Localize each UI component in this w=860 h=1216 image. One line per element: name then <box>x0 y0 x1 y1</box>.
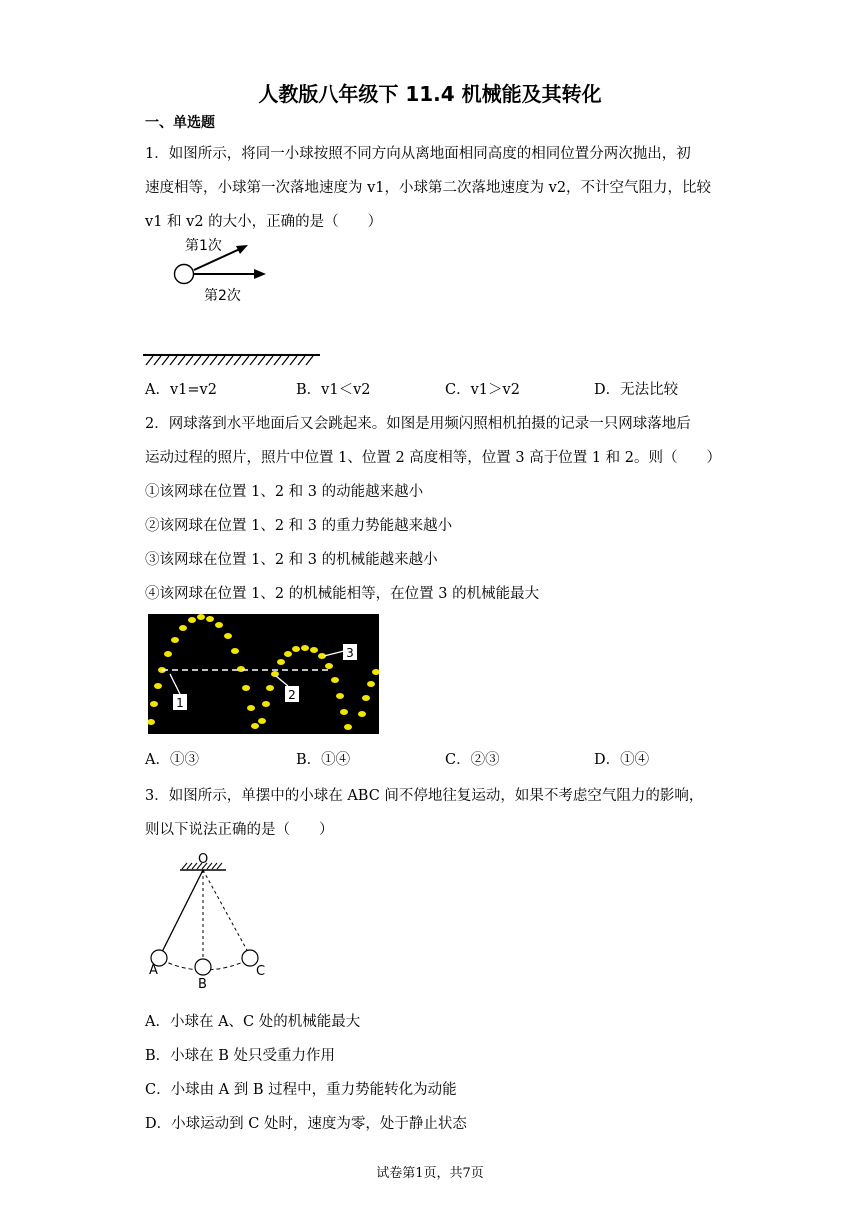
point-label-c: C <box>256 964 266 979</box>
q2-tennis-photo <box>148 614 379 734</box>
ball-b-icon <box>195 959 211 975</box>
q3-stem-line2: 则以下说法正确的是（ ） <box>145 822 334 838</box>
q1-figure <box>140 232 325 367</box>
fig-label-second: 第2次 <box>204 288 241 304</box>
point-label-a: A <box>149 963 158 978</box>
q2-statement-4: ④该网球在位置 1、2 的机械能相等，在位置 3 的机械能最大 <box>145 586 540 602</box>
q1-option-b: B．v1＜v2 <box>296 382 371 398</box>
q3-option-a: A．小球在 A、C 处的机械能最大 <box>145 1014 361 1030</box>
q1-stem-line2: 速度相等，小球第一次落地速度为 v1，小球第二次落地速度为 v2，不计空气阻力，比较 <box>145 180 712 196</box>
q2-stem-line1: 2．网球落到水平地面后又会跳起来。如图是用频闪照相机拍摄的记录一只网球落地后 <box>145 416 691 432</box>
position-3-label: 3 <box>346 646 354 660</box>
q2-statement-3: ③该网球在位置 1、2 和 3 的机械能越来越小 <box>145 552 438 568</box>
q3-stem-line1: 3．如图所示，单摆中的小球在 ABC 间不停地往复运动，如果不考虑空气阻力的影响， <box>145 788 704 804</box>
q2-option-d: D．①④ <box>594 752 650 768</box>
q2-stem-line2: 运动过程的照片，照片中位置 1、位置 2 高度相等，位置 3 高于位置 1 和 2。则（ ） <box>145 450 721 466</box>
q1-option-c: C．v1＞v2 <box>445 382 520 398</box>
position-2-label: 2 <box>288 688 296 702</box>
q1-stem-line1: 1．如图所示，将同一小球按照不同方向从离地面相同高度的相同位置分两次抛出，初 <box>145 146 691 162</box>
ball-icon <box>175 265 194 284</box>
q1-stem-line3: v1 和 v2 的大小，正确的是（ ） <box>145 214 383 230</box>
fig-label-first: 第1次 <box>185 238 222 254</box>
q1-option-d: D．无法比较 <box>594 382 679 398</box>
position-1-label: 1 <box>176 696 184 710</box>
pivot-label-o: O <box>198 852 209 867</box>
pendulum-string <box>162 870 203 952</box>
q2-statement-2: ②该网球在位置 1、2 和 3 的重力势能越来越小 <box>145 518 453 534</box>
page-title: 人教版八年级下 11.4 机械能及其转化 <box>258 82 602 106</box>
ground-hatching <box>146 356 313 365</box>
q3-pendulum-figure <box>140 848 280 993</box>
q3-option-b: B．小球在 B 处只受重力作用 <box>145 1048 336 1064</box>
q2-option-b: B．①④ <box>296 752 351 768</box>
q2-option-c: C．②③ <box>445 752 500 768</box>
q3-option-d: D．小球运动到 C 处时，速度为零，处于静止状态 <box>145 1116 467 1132</box>
q3-option-c: C．小球由 A 到 B 过程中，重力势能转化为动能 <box>145 1082 457 1098</box>
section-heading: 一、单选题 <box>145 115 215 131</box>
q2-option-a: A．①③ <box>145 752 199 768</box>
q2-statement-1: ①该网球在位置 1、2 和 3 的动能越来越小 <box>145 484 424 500</box>
point-label-b: B <box>198 977 207 992</box>
page-footer: 试卷第1页，共7页 <box>376 1166 484 1181</box>
q1-option-a: A．v1=v2 <box>145 382 217 398</box>
